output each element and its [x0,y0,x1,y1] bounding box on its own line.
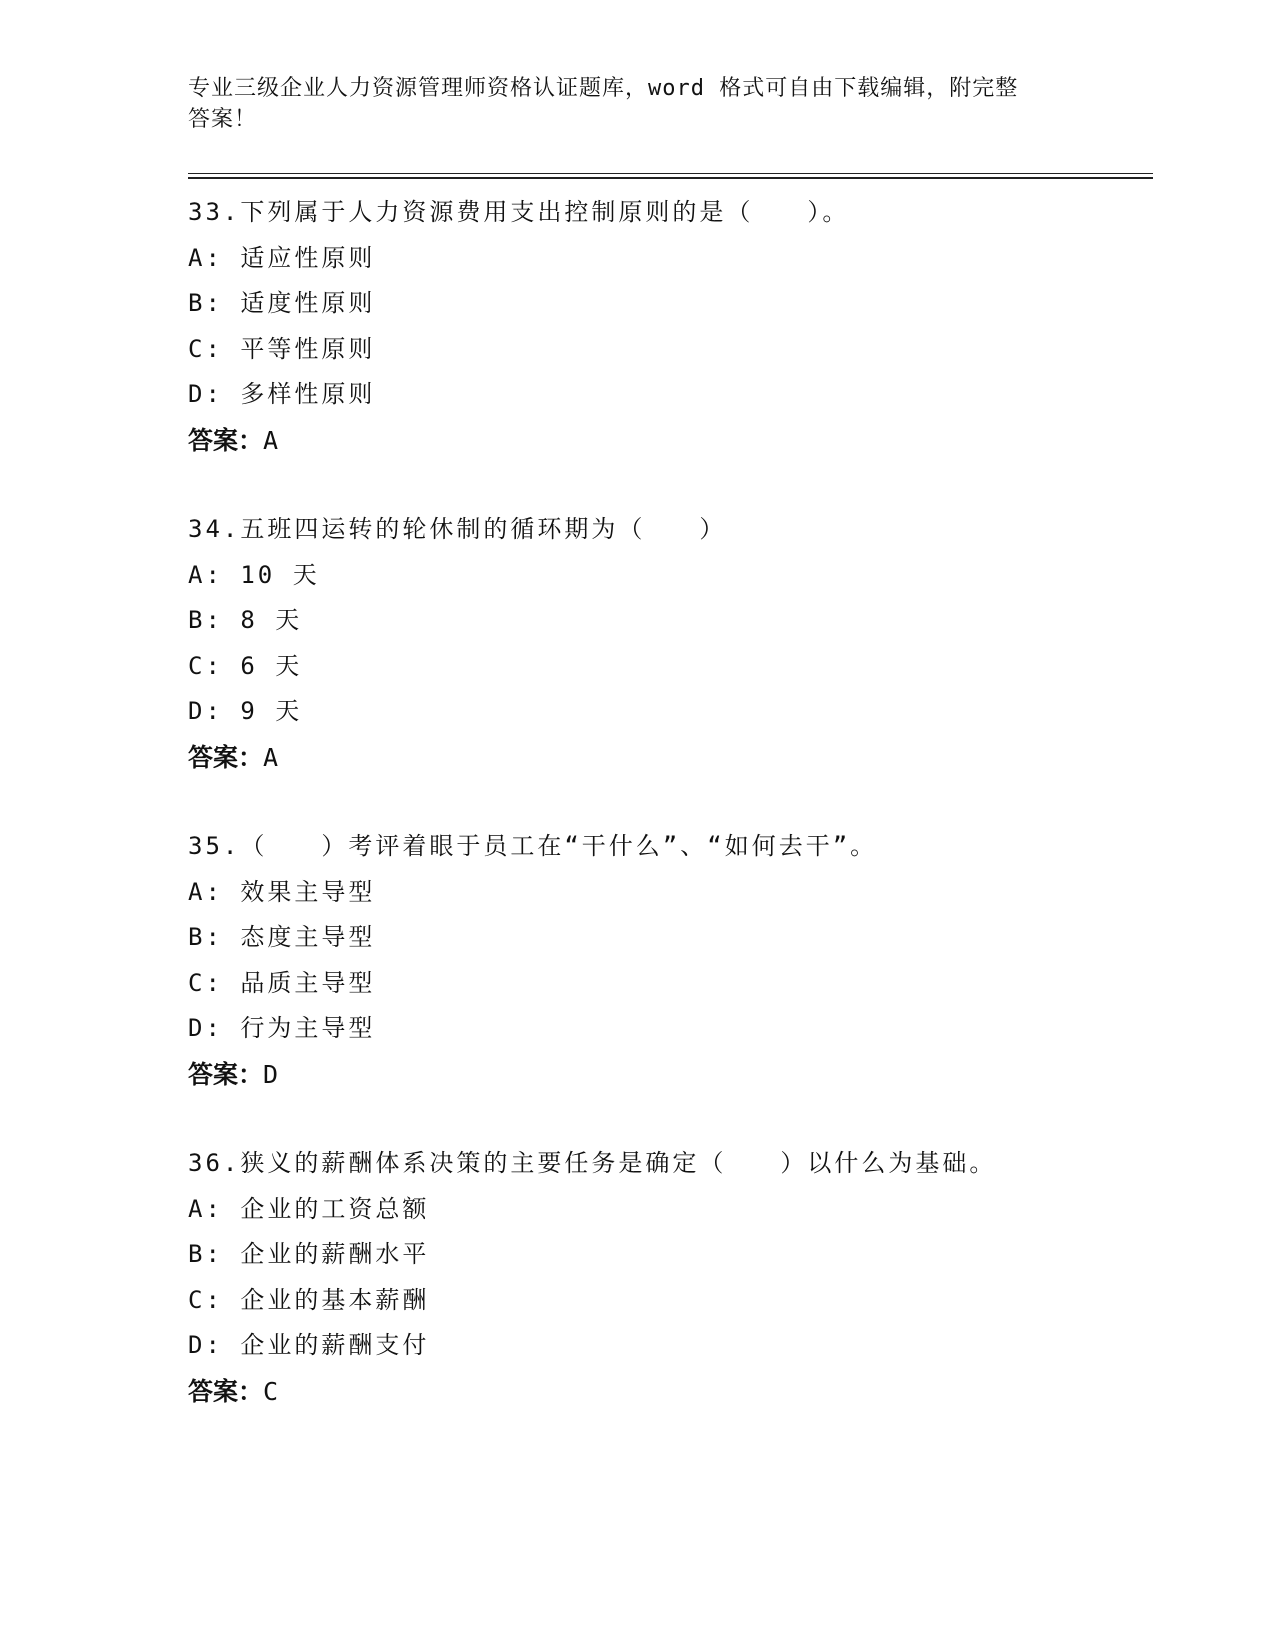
question-text: 33.下列属于人力资源费用支出控制原则的是（ ）。 [188,198,850,226]
option-a: A: 企业的工资总额 [188,1194,430,1223]
document-header [188,73,1068,135]
answer-label: 答案： [188,425,264,455]
answer-label: 答案： [188,1376,264,1406]
option-c: C: 6 天 [188,651,303,680]
answer-value: A [263,425,279,455]
answer-value: A [263,742,279,772]
question-34 [188,507,1153,780]
option-d: D: 多样性原则 [188,380,376,408]
option-d: D: 企业的薪酬支付 [188,1331,430,1359]
option-c: C: 平等性原则 [188,334,376,363]
option-d: D: 行为主导型 [188,1014,376,1042]
option-c: C: 品质主导型 [188,968,376,997]
option-b: B: 态度主导型 [188,923,376,951]
answer-value: D [263,1059,279,1089]
question-text: 34.五班四运转的轮休制的循环期为（ ） [188,515,727,543]
question-text: 36.狭义的薪酬体系决策的主要任务是确定（ ）以什么为基础。 [188,1149,997,1177]
answer-label: 答案： [188,1059,264,1089]
header-rule-bottom [188,177,1153,179]
question-36 [188,1141,1153,1414]
header-line-2: 答案！ [188,107,258,132]
option-b: B: 企业的薪酬水平 [188,1240,430,1268]
option-c: C: 企业的基本薪酬 [188,1285,430,1314]
header-rule-top [188,173,1153,174]
option-a: A: 效果主导型 [188,877,376,906]
question-33 [188,190,1153,463]
answer [188,1052,1153,1098]
answer-value: C [263,1376,279,1406]
answer [188,1369,1153,1415]
answer-label: 答案： [188,742,264,772]
question-list [188,190,1153,1414]
option-d: D: 9 天 [188,697,303,725]
option-a: A: 适应性原则 [188,243,376,272]
question-35 [188,824,1153,1097]
option-a: A: 10 天 [188,560,320,589]
option-b: B: 8 天 [188,606,303,634]
header-line-1: 专业三级企业人力资源管理师资格认证题库，word 格式可自由下载编辑，附完整 [188,76,1019,101]
answer [188,418,1153,464]
option-b: B: 适度性原则 [188,289,376,317]
answer [188,735,1153,781]
question-text: 35.（ ）考评着眼于员工在“干什么”、“如何去干”。 [188,832,878,860]
